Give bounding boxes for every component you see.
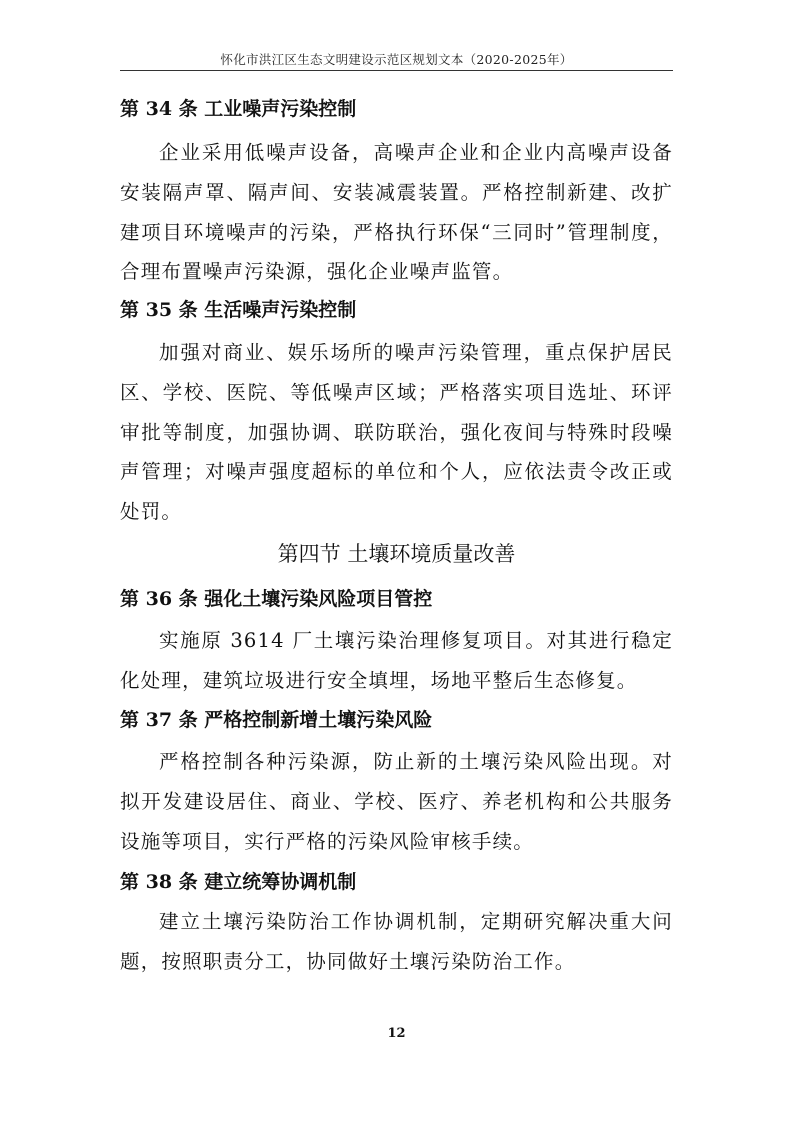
article-37-body: 严格控制各种污染源，防止新的土壤污染风险出现。对拟开发建设居住、商业、学校、医疗、养老机构和公共服务设施等项目，实行严格的污染风险审核手续。 — [120, 750, 673, 853]
header-divider — [120, 70, 673, 71]
article-34-body: 企业采用低噪声设备，高噪声企业和企业内高噪声设备安装隔声罩、隔声间、安装减震装置。严格控制新建、改扩建项目环境噪声的污染，严格执行环保“三同时”管理制度，合理布置噪声污染源，强化企业噪声监管。 — [120, 141, 673, 284]
article-34-title: 第 34 条 工业噪声污染控制 — [120, 98, 357, 120]
article-37-title: 第 37 条 严格控制新增土壤污染风险 — [120, 709, 433, 731]
article-35-title: 第 35 条 生活噪声污染控制 — [120, 299, 357, 321]
article-35-body: 加强对商业、娱乐场所的噪声污染管理，重点保护居民区、学校、医院、等低噪声区域；严格落实项目选址、环评审批等制度，加强协调、联防联治，强化夜间与特殊时段噪声管理；对噪声强度超标的单位和个人，应依法责令改正或处罚。 — [120, 341, 673, 524]
running-header: 怀化市洪江区生态文明建设示范区规划文本（2020-2025年） — [220, 52, 573, 67]
article-36-title: 第 36 条 强化土壤污染风险项目管控 — [120, 588, 433, 610]
page-number: 12 — [387, 1026, 406, 1041]
section-title: 第四节 土壤环境质量改善 — [277, 542, 516, 566]
article-38-body: 建立土壤污染防治工作协调机制，定期研究解决重大问题，按照职责分工，协同做好土壤污染防治工作。 — [120, 910, 673, 973]
article-38-title: 第 38 条 建立统筹协调机制 — [120, 871, 357, 893]
article-36-body: 实施原 3614 厂土壤污染治理修复项目。对其进行稳定化处理，建筑垃圾进行安全填埋，场地平整后生态修复。 — [120, 629, 673, 692]
